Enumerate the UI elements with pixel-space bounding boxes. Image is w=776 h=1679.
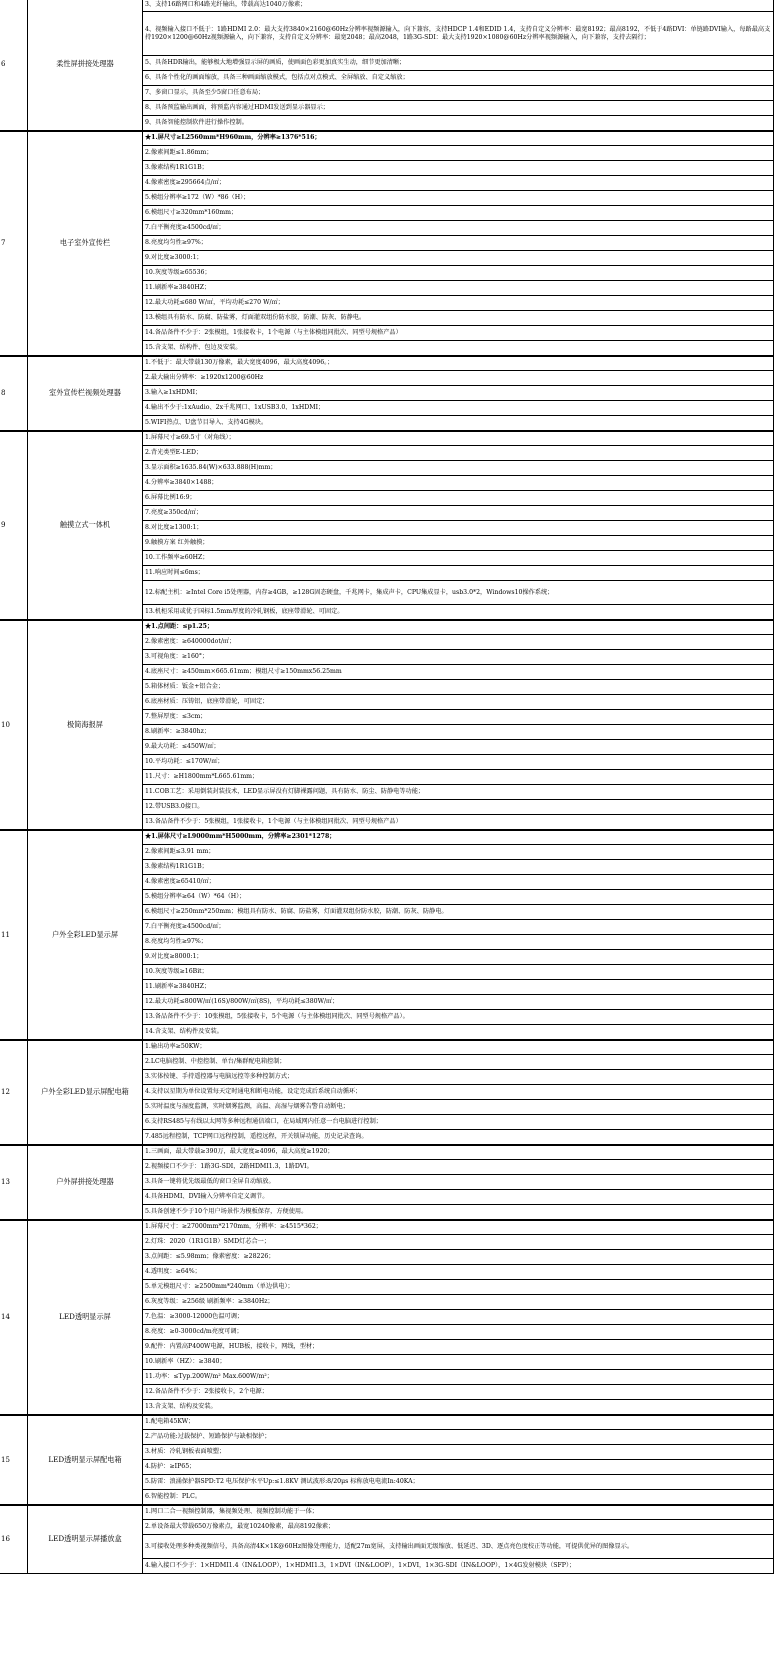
spec-item: 12.带USB3.0接口。 xyxy=(143,800,774,815)
spec-item: 4.像素密度≥65410/㎡； xyxy=(143,875,774,890)
table-row xyxy=(0,1505,774,1520)
spec-item: 8.亮度：≥0-3000cd/m亮度可调； xyxy=(143,1325,774,1340)
table-row xyxy=(0,620,774,635)
spec-item: 2.视频接口不少于：1路3G-SDI，2路HDMI1.3，1路DVI。 xyxy=(143,1160,774,1175)
row-number: 16 xyxy=(0,1505,28,1574)
product-name: LED透明显示屏配电箱 xyxy=(28,1415,143,1505)
row-number: 9 xyxy=(0,431,28,620)
product-name: 电子室外宣传栏 xyxy=(28,131,143,356)
spec-item: 2.单设备最大带载650万像素点，最宽10240像素，最高8192像素； xyxy=(143,1520,774,1535)
spec-item: 13.备品备件不少于：5张模组，1张接收卡，1个电源（与主体模组同批次、同型号规格产品） xyxy=(143,815,774,830)
spec-item: 2.背光类型E-LED； xyxy=(143,446,774,461)
spec-item: 3.点间距：≤5.98mm；像素密度：≥28226； xyxy=(143,1250,774,1265)
spec-item: 10.刷新率（HZ）：≥3840； xyxy=(143,1355,774,1370)
spec-item: 2.最大输出分辨率：≥1920x1200@60Hz xyxy=(143,371,774,386)
product-name: 户外全彩LED显示屏 xyxy=(28,830,143,1040)
spec-item: 11.功率：≤Typ.200W/m² Max.600W/m²； xyxy=(143,1370,774,1385)
spec-item: ★1.屏尺寸≥L2560mm*H960mm，分辨率≥1376*516； xyxy=(143,131,774,146)
spec-item: 6.支持RS485与有线以太网等多种远程通信端口，在局域网内任意一台电脑进行控制； xyxy=(143,1115,774,1130)
row-number: 8 xyxy=(0,356,28,431)
spec-item: 5.WIFI热点、U盘节目导入、支持4G模块。 xyxy=(143,416,774,431)
spec-item: 10.平均功耗：≤170W/㎡； xyxy=(143,755,774,770)
spec-item: 7.色温：≥3000-12000色温可调； xyxy=(143,1310,774,1325)
spec-item: 2.像素间距≤3.91 mm； xyxy=(143,845,774,860)
spec-item: 7.白平衡亮度≥4500cd/㎡； xyxy=(143,221,774,236)
spec-item: 8.亮度均匀性≥97%； xyxy=(143,236,774,251)
spec-item: 8.对比度≥1300:1； xyxy=(143,521,774,536)
row-number: 6 xyxy=(0,0,28,131)
spec-item: 7、多窗口显示，具备至少5窗口任意布局； xyxy=(143,86,774,101)
spec-item: 8.刷新率：≥3840hz； xyxy=(143,725,774,740)
spec-item: 3.输入≥1xHDMI； xyxy=(143,386,774,401)
spec-item: 4.透明度：≥64%； xyxy=(143,1265,774,1280)
spec-item: 3.像素结构1R1G1B； xyxy=(143,860,774,875)
table-row xyxy=(0,1040,774,1055)
product-name: 触摸立式一体机 xyxy=(28,431,143,620)
spec-item: 7.白平衡亮度≥4500cd/㎡； xyxy=(143,920,774,935)
spec-item: 9.对比度≥3000:1； xyxy=(143,251,774,266)
spec-item: 11.刷新率≥3840HZ； xyxy=(143,281,774,296)
spec-item: 4.输出不少于:1xAudio、2x千兆网口、1xUSB3.0、1xHDMI； xyxy=(143,401,774,416)
spec-item: 1.屏幕尺寸：≥27000mm*2170mm，分辨率：≥4515*362； xyxy=(143,1220,774,1235)
row-number: 12 xyxy=(0,1040,28,1145)
table-row xyxy=(0,0,774,12)
spec-item: 2.产品功能:过载保护、短路保护与缺相保护； xyxy=(143,1430,774,1445)
spec-item: 11.COB工艺：采用倒装封装技术，LED显示屏没有灯脚裸露问题，具有防水、防尘、防静电等功能； xyxy=(143,785,774,800)
spec-item: 3、支持16路网口和4路光纤输出，带载高达1040万像素； xyxy=(143,0,774,12)
spec-item: 6.灰度等级：≥256级 刷新频率：≥3840Hz； xyxy=(143,1295,774,1310)
spec-item: 5.具备创建不少于10个用户场景作为模板保存，方便使用。 xyxy=(143,1205,774,1220)
spec-item: 4.底座尺寸：≥450mm×665.61mm；模组尺寸≥150mmx56.25mm xyxy=(143,665,774,680)
spec-item: 9.触摸方案 红外触摸； xyxy=(143,536,774,551)
spec-item: 13.机柜采用或优于国标1.5mm厚度的冷轧钢板，底座带滑轮、可固定。 xyxy=(143,605,774,620)
row-number: 13 xyxy=(0,1145,28,1220)
spec-item: 4.支持以星期为单位设置每天定时通电和断电功能，设定完成后系统自动循环； xyxy=(143,1085,774,1100)
product-name: 户外全彩LED显示屏配电箱 xyxy=(28,1040,143,1145)
spec-item: 5、具备HDR输出，能够极大地增强显示屏的画质，使画面色彩更加真实生动，细节更加清晰； xyxy=(143,56,774,71)
spec-item: 5.模组分辨率≥172（W）*86（H）； xyxy=(143,191,774,206)
spec-item: 6.智能控制：PLC。 xyxy=(143,1490,774,1505)
spec-item: 9.对比度≥8000:1； xyxy=(143,950,774,965)
spec-item: 8、具备预监输出画面，将预监内容通过HDMI发送到显示器显示； xyxy=(143,101,774,116)
spec-item: 1.屏幕尺寸≥69.5寸（对角线）； xyxy=(143,431,774,446)
spec-item: 10.灰度等级≥16Bit； xyxy=(143,965,774,980)
spec-item: 6、具备个性化的画面缩放，具备三种画面缩放模式，包括点对点模式、全屏缩放、自定义缩放； xyxy=(143,71,774,86)
spec-item: 14.含支架、结构件及安装。 xyxy=(143,1025,774,1040)
table-row xyxy=(0,1220,774,1235)
spec-item: 11.刷新率≥3840HZ； xyxy=(143,980,774,995)
spec-item: 6.底座材质：压铸铝，底座带滑轮，可固定； xyxy=(143,695,774,710)
spec-item: 7.整屏厚度：≤3cm； xyxy=(143,710,774,725)
spec-item: 4.像素密度≥295664点/㎡； xyxy=(143,176,774,191)
row-number: 11 xyxy=(0,830,28,1040)
spec-item: 1.网口二合一视频控制器，集视频处理、视频控制功能于一体； xyxy=(143,1505,774,1520)
spec-item: 4.分辨率≥3840×1488； xyxy=(143,476,774,491)
spec-item: 6.屏幕比例16:9； xyxy=(143,491,774,506)
spec-item: 7.485远程控制，TCP网口远程控制，遥控远程，开关锁屏功能，历史记录查询。 xyxy=(143,1130,774,1145)
spec-item: 13.含支架、结构及安装。 xyxy=(143,1400,774,1415)
spec-item: 10.灰度等级≥65536； xyxy=(143,266,774,281)
spec-item: 3.显示面积≥1635.84(W)×633.888(H)mm； xyxy=(143,461,774,476)
table-row xyxy=(0,431,774,446)
spec-item: 12.最大功耗≤800W/㎡(16S)/800W/㎡(8S)，平均功耗≤380W/㎡； xyxy=(143,995,774,1010)
row-number: 14 xyxy=(0,1220,28,1415)
spec-item: ★1.屏体尺寸≥L9000mm*H5000mm，分辨率≥2301*1278； xyxy=(143,830,774,845)
spec-item: 11.尺寸：≥H1800mm*L665.61mm； xyxy=(143,770,774,785)
spec-item: 7.亮度≥350cd/㎡； xyxy=(143,506,774,521)
product-name: 柔性屏拼接处理器 xyxy=(28,0,143,131)
spec-item: 4、视频输入接口不低于：1路HDMI 2.0：最大支持3840×2160@60Hz分辨率视频源输入，向下兼容，支持HDCP 1.4和EDID 1.4，支持自定义分辨率：最宽8192；最高8192，不低于4路DVI：单链路DVI输入，每路最高支持1920×1200@60Hz视频源输入，向下兼容，支持自定义分辨率：最宽2048；最高2048，1路3G-SDI：最大支持1920×1080@60Hz分辨率视频源输入，向下兼容，支持去隔行； xyxy=(143,12,774,56)
spec-item: 1.不低于：最大带载130万像素，最大宽度4096，最大高度4096。； xyxy=(143,356,774,371)
spec-item: 12.备品备件不少于：2张接收卡，2个电源； xyxy=(143,1385,774,1400)
spec-item: 6.模组尺寸≥250mm*250mm；模组具有防水、防腐、防盐雾，灯面灌双组份防水胶，防潮、防灰、防静电。 xyxy=(143,905,774,920)
spec-item: 9、具备智能控制软件进行操作控制。 xyxy=(143,116,774,131)
spec-item: 13.备品备件不少于：10张模组，5张接收卡，5个电源（与主体模组同批次、同型号规格产品）。 xyxy=(143,1010,774,1025)
table-row xyxy=(0,131,774,146)
product-name: 户外屏拼接处理器 xyxy=(28,1145,143,1220)
spec-item: 12.标配主机：≥Intel Core i5处理器，内存≥4GB，≥128G固态硬盘，千兆网卡，集成声卡，CPU集成显卡，usb3.0*2，Windows10操作系统； xyxy=(143,581,774,605)
product-name: 极简海报屏 xyxy=(28,620,143,830)
table-row xyxy=(0,830,774,845)
spec-item: 12.最大功耗≤680 W/㎡，平均功耗≤270 W/㎡； xyxy=(143,296,774,311)
row-number: 10 xyxy=(0,620,28,830)
product-name: LED透明显示屏 xyxy=(28,1220,143,1415)
spec-item: 2.灯珠：2020（1R1G1B）SMD灯芯合一； xyxy=(143,1235,774,1250)
spec-item: 5.箱体材质：钣金+铝合金； xyxy=(143,680,774,695)
spec-item: 9.最大功耗：≤450W/㎡； xyxy=(143,740,774,755)
row-number: 15 xyxy=(0,1415,28,1505)
spec-item: 4.输入接口不少于：1×HDMI1.4（IN&LOOP），1×HDMI1.3，1×DVI（IN&LOOP），1×DVI，1×3G-SDI（IN&LOOP），1×4G发射模块（SFP）； xyxy=(143,1559,774,1574)
spec-item: 3.可视角度：≥160°； xyxy=(143,650,774,665)
product-name: LED透明显示屏播放盒 xyxy=(28,1505,143,1574)
spec-item: 5.实时温度与湿度监测，实时烟雾监测，高温、高湿与烟雾告警自动断电； xyxy=(143,1100,774,1115)
spec-item: 11.响应时间≤6ms； xyxy=(143,566,774,581)
spec-item: 5.单元模组尺寸：≥2500mm*240mm（单边供电）； xyxy=(143,1280,774,1295)
spec-item: 1.输出功率≥50KW； xyxy=(143,1040,774,1055)
spec-item: 3.材质：冷轧钢板表面喷塑； xyxy=(143,1445,774,1460)
spec-item: 2.像素间距≤1.86mm； xyxy=(143,146,774,161)
table-row xyxy=(0,356,774,371)
spec-item: 9.配件：内置高P400W电源，HUB板，接收卡，网线，型材； xyxy=(143,1340,774,1355)
spec-item: 8.亮度均匀性≥97%； xyxy=(143,935,774,950)
spec-item: ★1.点间距：≤p1.25； xyxy=(143,620,774,635)
spec-item: 15.含支架、结构件、包边及安装。 xyxy=(143,341,774,356)
spec-item: 1.配电箱45KW； xyxy=(143,1415,774,1430)
row-number: 7 xyxy=(0,131,28,356)
table-row xyxy=(0,1145,774,1160)
spec-item: 3.实体按键、手持遥控器与电脑远控等多种控制方式； xyxy=(143,1070,774,1085)
spec-item: 3.具备一键将优先级最低的窗口全屏自动缩放。 xyxy=(143,1175,774,1190)
spec-item: 5.模组分辨率≥64（W）*64（H）； xyxy=(143,890,774,905)
spec-item: 2.LC电脑控制、中控控制、单台/集群配电箱控制； xyxy=(143,1055,774,1070)
spec-item: 3.可接收处理多种类视频信号，具备高清4K×1K@60Hz图像处理能力，适配27m宽屏，支持输出画面无级缩放、低延迟、3D、逐点亮色度校正等功能，可提供优异的图像显示。 xyxy=(143,1535,774,1559)
spec-item: 6.模组尺寸≥320mm*160mm； xyxy=(143,206,774,221)
spec-item: 13.模组具有防水、防腐、防盐雾，灯面灌双组份防水胶，防潮、防灰、防静电。 xyxy=(143,311,774,326)
spec-item: 3.像素结构1R1G1B； xyxy=(143,161,774,176)
spec-item: 2.像素密度：≥640000dot/㎡； xyxy=(143,635,774,650)
spec-item: 4.具备HDMI、DVI输入分辨率自定义调节。 xyxy=(143,1190,774,1205)
spec-item: 1.三画面，最大带载≥390万，最大宽度≥4096，最大高度≥1920； xyxy=(143,1145,774,1160)
spec-item: 4.防护：≥IP65； xyxy=(143,1460,774,1475)
product-name: 室外宣传栏视频处理器 xyxy=(28,356,143,431)
spec-item: 14.备品备件不少于：2张模组，1张接收卡，1个电源（与主体模组同批次、同型号规格产品） xyxy=(143,326,774,341)
spec-item: 5.防雷：浪涌保护器SPD:T2 电压保护水平Up:≤1.8KV 测试波形:8/20μs 标称放电电流In:40KA； xyxy=(143,1475,774,1490)
spec-item: 10.工作频率≥60HZ； xyxy=(143,551,774,566)
table-row xyxy=(0,1415,774,1430)
